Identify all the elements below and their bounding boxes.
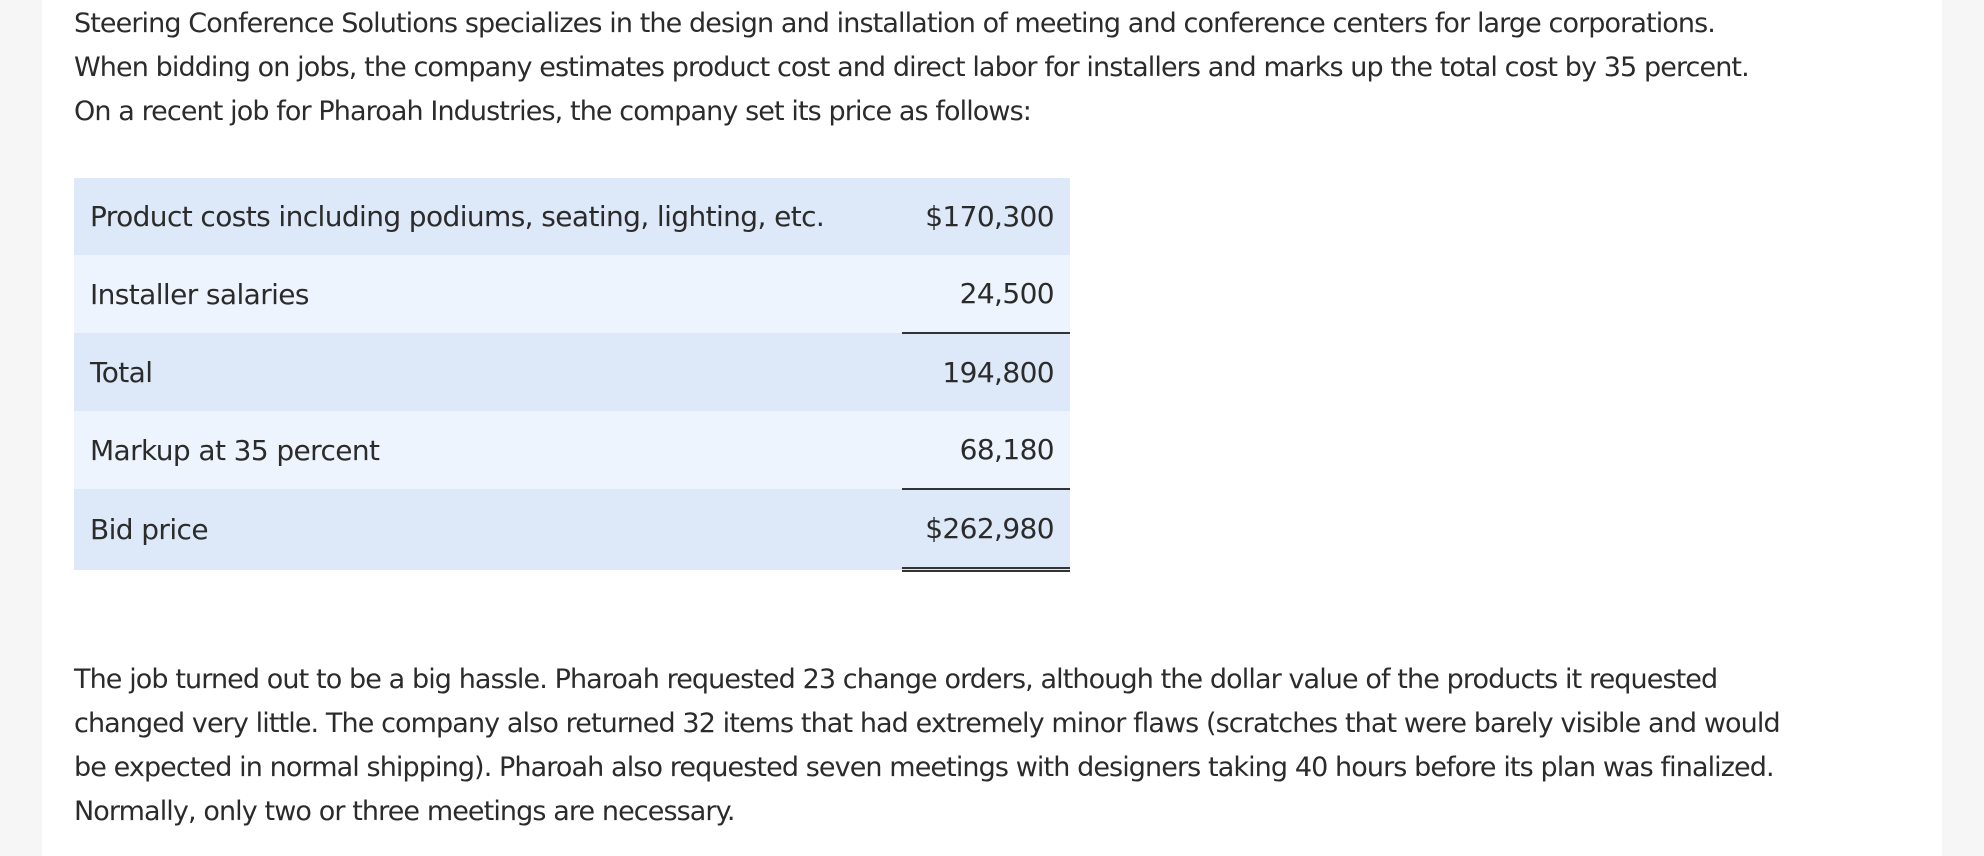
table-row xyxy=(74,333,1070,411)
problem-card xyxy=(42,0,1942,856)
intro-line: When bidding on jobs, the company estimates product cost and direct labor for installers and marks up the total cost by 35 percent. xyxy=(74,52,1749,83)
outro-line: The job turned out to be a big hassle. Pharoah requested 23 change orders, although the dollar value of the products it requested xyxy=(74,664,1718,695)
row-label: Markup at 35 percent xyxy=(74,411,902,489)
row-label: Bid price xyxy=(74,489,902,570)
row-amount: 68,180 xyxy=(902,411,1070,489)
table-row xyxy=(74,489,1070,570)
table-row xyxy=(74,411,1070,489)
row-amount: $262,980 xyxy=(902,489,1070,570)
row-amount: 24,500 xyxy=(902,255,1070,333)
row-label: Product costs including podiums, seating, lighting, etc. xyxy=(74,178,902,255)
intro-line: On a recent job for Pharoah Industries, the company set its price as follows: xyxy=(74,96,1031,127)
table-row xyxy=(74,178,1070,255)
row-label: Installer salaries xyxy=(74,255,902,333)
outro-line: Normally, only two or three meetings are necessary. xyxy=(74,796,735,827)
intro-paragraph xyxy=(74,2,1749,134)
table-row xyxy=(74,255,1070,333)
row-label: Total xyxy=(74,333,902,411)
bid-price-table xyxy=(74,178,1070,572)
row-amount: $170,300 xyxy=(902,178,1070,255)
intro-line: Steering Conference Solutions specializes in the design and installation of meeting and conference centers for large corporations. xyxy=(74,8,1715,39)
outro-paragraph xyxy=(74,658,1780,834)
outro-line: be expected in normal shipping). Pharoah also requested seven meetings with designers taking 40 hours before its plan was finalized. xyxy=(74,752,1774,783)
outro-line: changed very little. The company also returned 32 items that had extremely minor flaws (scratches that were barely visible and would xyxy=(74,708,1780,739)
row-amount: 194,800 xyxy=(902,333,1070,411)
